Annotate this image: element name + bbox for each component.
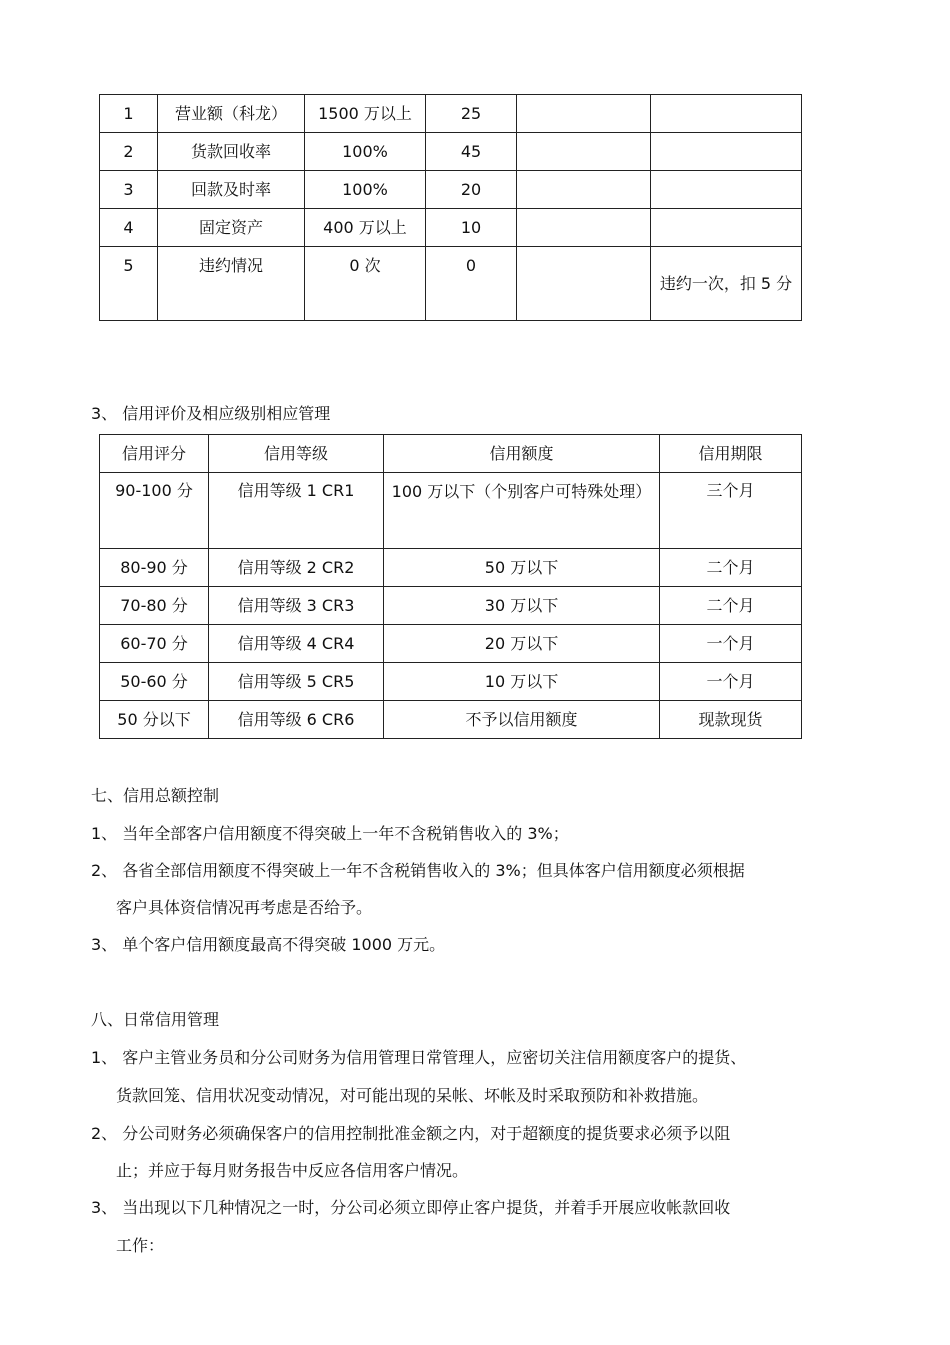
paragraph-line: 2、 各省全部信用额度不得突破上一年不含税销售收入的 3%；但具体客户信用额度必须根据 [91,861,745,880]
table-cell: 货款回收率 [158,133,305,171]
table-cell: 营业额（科龙） [158,95,305,133]
column-header: 信用评分 [100,435,209,473]
table-row [100,95,802,133]
table-cell: 80-90 分 [100,549,209,587]
table-cell: 三个月 [660,473,802,549]
table-cell: 固定资产 [158,209,305,247]
table-cell: 信用等级 1 CR1 [209,473,384,549]
table-cell [517,95,651,133]
table-cell [517,171,651,209]
table-cell: 0 [426,247,517,321]
table-cell: 4 [100,209,158,247]
paragraph-line: 工作： [116,1236,165,1255]
table-cell: 信用等级 2 CR2 [209,549,384,587]
table-cell: 一个月 [660,663,802,701]
table-cell: 20 万以下 [384,625,660,663]
table-cell [651,95,802,133]
table-cell: 1500 万以上 [305,95,426,133]
table-row [100,625,802,663]
table-cell: 回款及时率 [158,171,305,209]
table-row [100,209,802,247]
table-cell: 100 万以下（个别客户可特殊处理） [384,473,660,549]
table-cell [517,133,651,171]
table-cell: 3 [100,171,158,209]
table-cell: 不予以信用额度 [384,701,660,739]
table-row [100,473,802,549]
table-cell [651,209,802,247]
column-header: 信用等级 [209,435,384,473]
table-cell: 2 [100,133,158,171]
table-header-row [100,435,802,473]
table-cell: 10 万以下 [384,663,660,701]
paragraph-line: 1、 客户主管业务员和分公司财务为信用管理日常管理人，应密切关注信用额度客户的提货、 [91,1048,747,1067]
table-cell: 50 分以下 [100,701,209,739]
table-row [100,247,802,321]
column-header: 信用额度 [384,435,660,473]
table-cell: 20 [426,171,517,209]
paragraph-line: 客户具体资信情况再考虑是否给予。 [116,898,373,917]
table-row [100,587,802,625]
table-cell: 一个月 [660,625,802,663]
table-cell: 90-100 分 [100,473,209,549]
table-cell: 60-70 分 [100,625,209,663]
table-cell: 100% [305,171,426,209]
table-cell [517,247,651,321]
column-header: 信用期限 [660,435,802,473]
table-cell [517,209,651,247]
credit-level-table [99,434,802,739]
table-cell: 70-80 分 [100,587,209,625]
table-cell: 信用等级 3 CR3 [209,587,384,625]
paragraph-line: 货款回笼、信用状况变动情况，对可能出现的呆帐、坏帐及时采取预防和补救措施。 [116,1086,709,1105]
table-cell: 信用等级 5 CR5 [209,663,384,701]
table-cell: 二个月 [660,549,802,587]
table-row [100,171,802,209]
table-cell: 30 万以下 [384,587,660,625]
table-cell: 二个月 [660,587,802,625]
table-row [100,549,802,587]
table-cell: 45 [426,133,517,171]
section-heading: 3、 信用评价及相应级别相应管理 [91,404,331,423]
table-cell: 50-60 分 [100,663,209,701]
section-heading: 八、日常信用管理 [91,1010,220,1029]
table-cell: 400 万以上 [305,209,426,247]
table-cell: 违约一次，扣 5 分 [651,247,802,321]
table-cell [651,133,802,171]
paragraph-line: 1、 当年全部客户信用额度不得突破上一年不含税销售收入的 3%； [91,824,569,843]
table-cell: 0 次 [305,247,426,321]
table-cell: 信用等级 4 CR4 [209,625,384,663]
paragraph-line: 2、 分公司财务必须确保客户的信用控制批准金额之内，对于超额度的提货要求必须予以阻 [91,1124,731,1143]
table-row [100,133,802,171]
table-cell: 信用等级 6 CR6 [209,701,384,739]
table-cell: 违约情况 [158,247,305,321]
table-cell: 10 [426,209,517,247]
table-cell: 5 [100,247,158,321]
table-cell: 1 [100,95,158,133]
paragraph-line: 止；并应于每月财务报告中反应各信用客户情况。 [116,1161,469,1180]
section-heading: 七、信用总额控制 [91,786,220,805]
paragraph-line: 3、 当出现以下几种情况之一时，分公司必须立即停止客户提货，并着手开展应收帐款回收 [91,1198,731,1217]
table-cell [651,171,802,209]
paragraph-line: 3、 单个客户信用额度最高不得突破 1000 万元。 [91,935,446,954]
table-cell: 100% [305,133,426,171]
table-row [100,663,802,701]
table-row [100,701,802,739]
table-cell: 现款现货 [660,701,802,739]
score-table [99,94,802,321]
table-cell: 25 [426,95,517,133]
table-cell: 50 万以下 [384,549,660,587]
